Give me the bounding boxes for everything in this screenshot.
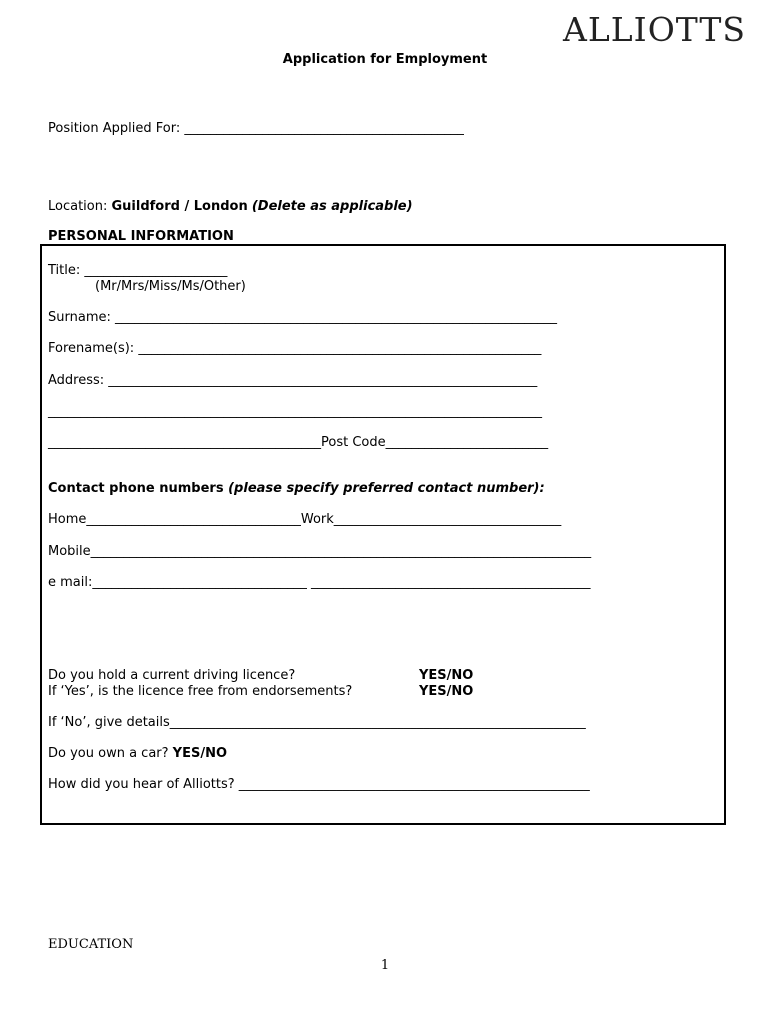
address-field-2[interactable]: ____________________________________________________________________________ bbox=[48, 404, 542, 419]
hear-of-alliotts-field[interactable]: How did you hear of Alliotts? ______________________________________________________ bbox=[48, 777, 590, 792]
email-field[interactable]: e mail:_________________________________ bbox=[48, 575, 307, 590]
personal-info-heading: PERSONAL INFORMATION bbox=[48, 229, 234, 244]
own-car-question: Do you own a car? bbox=[48, 746, 173, 761]
page-title: Application for Employment bbox=[282, 52, 488, 67]
work-phone-field[interactable]: Work___________________________________ bbox=[300, 512, 562, 527]
contact-heading-label: Contact phone numbers bbox=[48, 481, 229, 496]
education-heading: EDUCATION bbox=[48, 937, 134, 952]
location-note: (Delete as applicable) bbox=[251, 199, 413, 214]
phone-row bbox=[48, 512, 561, 528]
contact-heading bbox=[48, 481, 545, 497]
own-car-answer[interactable]: YES/NO bbox=[172, 746, 228, 761]
address-field-1[interactable]: Address: __________________________________________________________________ bbox=[48, 373, 538, 388]
own-car-row bbox=[48, 746, 227, 762]
if-no-details-field[interactable]: If ‘No’, give details________________________________________________________________ bbox=[48, 715, 586, 730]
title-field[interactable]: Title: ______________________ bbox=[48, 263, 228, 278]
address-field-3[interactable]: __________________________________________ bbox=[48, 435, 321, 450]
endorsements-question: If ‘Yes’, is the licence free from endorsements? bbox=[48, 684, 353, 699]
position-label: Position Applied For: bbox=[48, 121, 185, 136]
forename-field[interactable]: Forename(s): ______________________________________________________________ bbox=[48, 341, 542, 356]
contact-heading-note: (please specify preferred contact number): bbox=[228, 481, 545, 496]
postcode-field[interactable]: Post Code_________________________ bbox=[321, 435, 549, 450]
endorsements-answer[interactable]: YES/NO bbox=[419, 684, 474, 699]
driving-licence-question: Do you hold a current driving licence? bbox=[48, 668, 296, 683]
page-number: 1 bbox=[380, 958, 390, 973]
address-row-3 bbox=[48, 435, 548, 451]
location-row bbox=[48, 199, 413, 215]
driving-licence-answer[interactable]: YES/NO bbox=[419, 668, 474, 683]
home-phone-field[interactable]: Home_________________________________ bbox=[48, 512, 301, 527]
location-value: Guildford / London bbox=[111, 199, 248, 214]
surname-field[interactable]: Surname: ____________________________________________________________________ bbox=[48, 310, 557, 325]
mobile-field[interactable]: Mobile_____________________________________________________________________________ bbox=[48, 544, 592, 559]
title-options: (Mr/Mrs/Miss/Ms/Other) bbox=[95, 279, 246, 294]
email-row bbox=[48, 575, 591, 591]
location-label: Location: bbox=[48, 199, 112, 214]
position-applied-row bbox=[48, 121, 464, 137]
company-logo: ALLIOTTS bbox=[563, 10, 746, 49]
personal-info-box bbox=[40, 244, 726, 825]
position-field[interactable]: ___________________________________________ bbox=[184, 121, 464, 136]
email-field-2[interactable]: ___________________________________________ bbox=[311, 575, 591, 590]
